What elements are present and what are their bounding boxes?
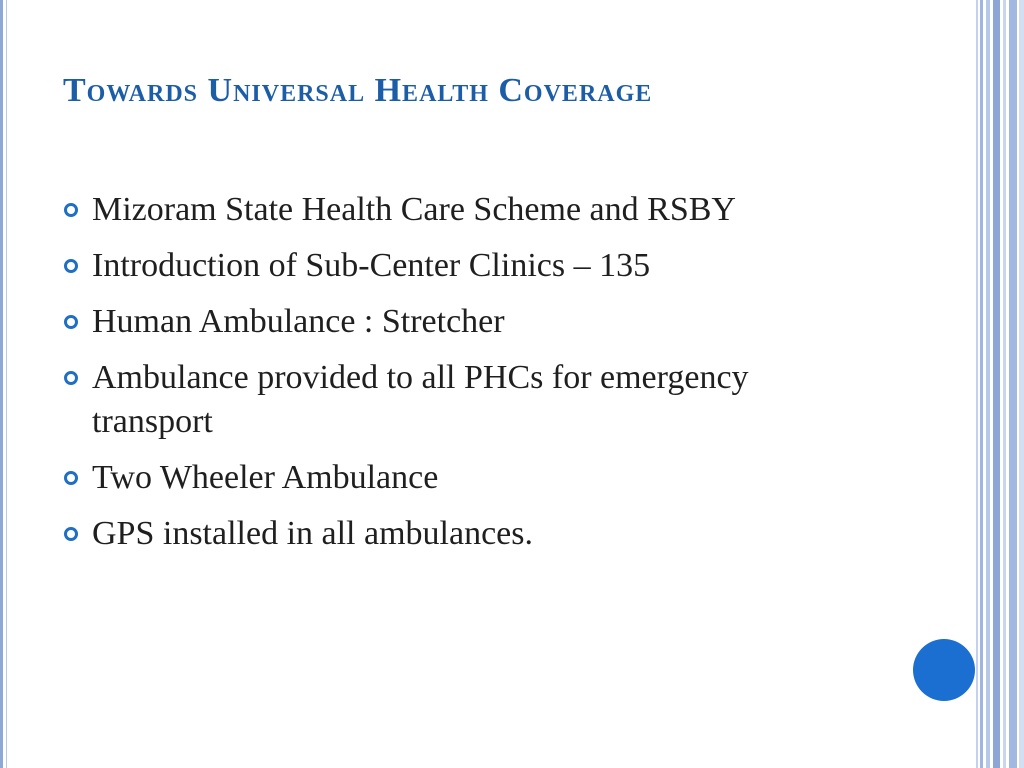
- bullet-item: [64, 456, 864, 500]
- bullet-text: Introduction of Sub-Center Clinics – 135: [92, 247, 651, 284]
- bullet-circle-icon: [64, 203, 78, 217]
- bullet-text: Ambulance provided to all PHCs for emergency transport: [92, 359, 749, 440]
- bullet-text: Human Ambulance : Stretcher: [92, 303, 505, 340]
- bullet-circle-icon: [64, 371, 78, 385]
- right-decorative-stripe: [986, 0, 990, 768]
- bullet-item: [64, 356, 864, 444]
- right-decorative-stripe: [980, 0, 983, 768]
- bullet-circle-icon: [64, 471, 78, 485]
- bullet-item: [64, 244, 864, 288]
- bullet-circle-icon: [64, 527, 78, 541]
- right-decorative-stripe: [976, 0, 978, 768]
- bullet-item: [64, 188, 864, 232]
- right-decorative-stripe: [993, 0, 1000, 768]
- left-border-line-inner: [6, 0, 7, 768]
- bullet-text: Mizoram State Health Care Scheme and RSBY: [92, 191, 736, 228]
- bullet-text: Two Wheeler Ambulance: [92, 459, 439, 496]
- bullet-circle-icon: [64, 315, 78, 329]
- right-decorative-stripe: [1019, 0, 1024, 768]
- slide-title: Towards Universal Health Coverage: [63, 72, 653, 109]
- right-decorative-stripe: [1009, 0, 1017, 768]
- left-border-line: [0, 0, 3, 768]
- right-decorative-stripe: [1003, 0, 1006, 768]
- bullet-list: [64, 188, 864, 568]
- bullet-text: GPS installed in all ambulances.: [92, 515, 533, 552]
- bullet-item: [64, 300, 864, 344]
- decorative-circle-icon: [913, 639, 975, 701]
- bullet-item: [64, 512, 864, 556]
- bullet-circle-icon: [64, 259, 78, 273]
